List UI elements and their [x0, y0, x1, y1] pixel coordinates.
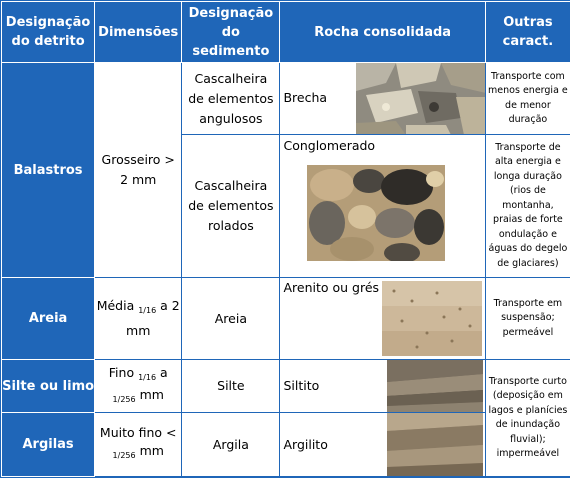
category-areia: Areia [2, 278, 95, 360]
dimension-argilas [95, 413, 182, 477]
header-dimensoes: Dimensões [95, 2, 182, 63]
mudstone-photo-icon [387, 413, 483, 477]
sandstone-photo-icon [382, 281, 482, 356]
header-outras: Outras caract. [485, 2, 570, 63]
dimension-silte-main: Fino [108, 365, 135, 380]
table-row-argilas [2, 413, 570, 477]
dimension-argilas-main: Muito fino < [99, 425, 177, 440]
dimension-areia-sub: 1/16 [138, 306, 157, 315]
rock-label-conglomerado: Conglomerado [283, 138, 376, 153]
table-row-silte [2, 360, 570, 413]
siltstone-photo-icon [387, 360, 483, 413]
category-silte: Silte ou limo [2, 360, 95, 413]
dimension-silte-mid: a [156, 365, 168, 380]
dimension-argilas-sub: 1/256 [112, 451, 136, 460]
notes-brecha: Transporte com menos energia e de menor duração [485, 63, 570, 135]
breccia-photo-icon [356, 63, 485, 135]
dimension-silte-rest: mm [135, 387, 164, 402]
rock-cell-conglomerado [280, 135, 485, 278]
rock-label-arenito: Arenito ou grés [283, 280, 380, 295]
header-rocha: Rocha consolidada [280, 2, 485, 63]
rock-label-siltito: Siltito [283, 378, 320, 393]
dimension-silte [95, 360, 182, 413]
rock-cell-arenito [280, 278, 485, 360]
category-argilas: Argilas [2, 413, 95, 477]
sediment-argila: Argila [182, 413, 280, 477]
sediment-classification-table [1, 1, 570, 477]
dimension-balastros: Grosseiro > 2 mm [95, 63, 182, 278]
rock-cell-argilito [280, 413, 485, 477]
rock-cell-siltito [280, 360, 485, 413]
dimension-argilas-rest: mm [135, 443, 164, 458]
dimension-silte-sub2: 1/256 [112, 395, 136, 404]
sediment-areia: Areia [182, 278, 280, 360]
header-detrito: Designação do detrito [2, 2, 95, 63]
sediment-angulosos: Cascalheira de elementos angulosos [182, 63, 280, 135]
header-sedimento: Designação do sedimento [182, 2, 280, 63]
header-row [2, 2, 570, 63]
table-row-balastros-1 [2, 63, 570, 135]
rock-label-brecha: Brecha [283, 90, 328, 105]
notes-silte-argila: Transporte curto (deposição em lagos e planícies de inundação fluvial); impermeável [485, 360, 570, 477]
table-row-areia [2, 278, 570, 360]
conglomerate-photo-icon [307, 165, 445, 261]
notes-conglomerado: Transporte de alta energia e longa duração (rios de montanha, praias de forte ondulação e águas do degelo de glaciares) [485, 135, 570, 278]
category-balastros: Balastros [2, 63, 95, 278]
notes-areia: Transporte em suspensão; permeável [485, 278, 570, 360]
sediment-silte: Silte [182, 360, 280, 413]
sediment-rolados: Cascalheira de elementos rolados [182, 135, 280, 278]
rock-label-argilito: Argilito [283, 437, 328, 452]
dimension-areia-main: Média [96, 298, 135, 313]
dimension-areia [95, 278, 182, 360]
dimension-areia-rest: a 2 mm [126, 298, 180, 338]
rock-cell-brecha [280, 63, 485, 135]
dimension-silte-sub1: 1/16 [138, 373, 157, 382]
